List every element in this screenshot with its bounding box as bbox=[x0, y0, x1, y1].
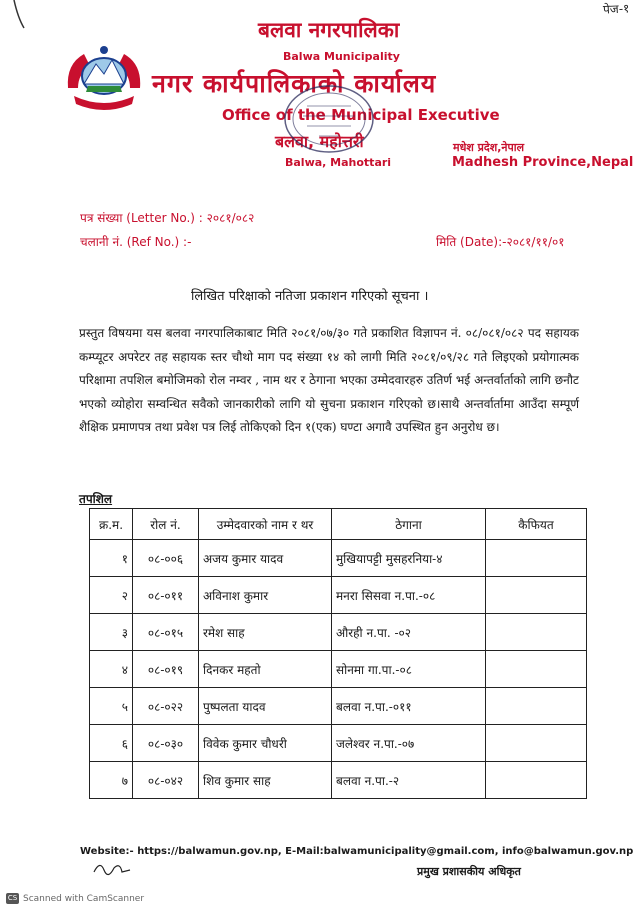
table-row bbox=[90, 614, 587, 651]
cell-remarks bbox=[486, 651, 587, 688]
cell-address: मुखियापट्टी मुसहरनिया-४ bbox=[332, 540, 486, 577]
notice-title: लिखित परिक्षाको नतिजा प्रकाशन गरिएको सूचना । bbox=[191, 289, 429, 304]
cell-serial: २ bbox=[90, 577, 133, 614]
cell-name: दिनकर महतो bbox=[199, 651, 332, 688]
cell-name: अजय कुमार यादव bbox=[199, 540, 332, 577]
header-roll: रोल नं. bbox=[133, 509, 199, 540]
notice-body: प्रस्तुत विषयमा यस बलवा नगरपालिकाबाट मिति २०८१/०७/३० गते प्रकाशित विज्ञापन नं. ०८/०८१/०८२ पद सहायक कम्प्यूटर अपरेटर तह सहायक स्तर चौथो माग पद संख्या १४ को लागी मिति २०८१/०९/२८ गते लिइएको प्रयोगात्मक परिक्षामा तपशिल बमोजिमको रोल नम्वर , नाम थर र ठेगाना भएका उम्मेदवारहरु उतिर्ण भई अन्तर्वार्ताको लागि छनौट भएको व्योहोरा सम्वन्धित सवैको जानकारीको लागि यो सुचना प्रकाशन गरिएको छ।साथै अन्तर्वार्तामा आउँदा सम्पूर्ण शैक्षिक प्रमाणपत्र तथा प्रवेश पत्र लिई तोकिएको दिन १(एक) घण्टा अगावै उपस्थित हुन अनुरोध छ। bbox=[79, 326, 579, 435]
cell-address: सोनमा गा.पा.-०८ bbox=[332, 651, 486, 688]
cell-address: बलवा न.पा.-०११ bbox=[332, 688, 486, 725]
nepal-emblem-icon bbox=[64, 44, 144, 116]
cell-name: पुष्पलता यादव bbox=[199, 688, 332, 725]
cell-roll: ०८-०४२ bbox=[133, 762, 199, 799]
office-name-english: Office of the Municipal Executive bbox=[222, 106, 500, 124]
cell-remarks bbox=[486, 688, 587, 725]
header-serial: क्र.म. bbox=[90, 509, 133, 540]
header-name: उम्मेदवारको नाम र थर bbox=[199, 509, 332, 540]
location-nepali: बलवा, महोत्तरी bbox=[275, 132, 364, 151]
cell-roll: ०८-०१९ bbox=[133, 651, 199, 688]
cell-remarks bbox=[486, 762, 587, 799]
cell-serial: ७ bbox=[90, 762, 133, 799]
results-table bbox=[89, 508, 587, 799]
scanner-text: Scanned with CamScanner bbox=[23, 893, 145, 904]
office-name-nepali: नगर कार्यपालिकाको कार्यालय bbox=[152, 69, 437, 98]
cell-remarks bbox=[486, 540, 587, 577]
cell-roll: ०८-००६ bbox=[133, 540, 199, 577]
cell-serial: ४ bbox=[90, 651, 133, 688]
letter-number: पत्र संख्या (Letter No.) : २०८१/०८२ bbox=[80, 211, 255, 225]
cell-serial: १ bbox=[90, 540, 133, 577]
scanner-watermark bbox=[6, 893, 144, 904]
cell-address: बलवा न.पा.-२ bbox=[332, 762, 486, 799]
cell-serial: ५ bbox=[90, 688, 133, 725]
cell-roll: ०८-०१५ bbox=[133, 614, 199, 651]
cell-name: रमेश साह bbox=[199, 614, 332, 651]
cell-name: अविनाश कुमार bbox=[199, 577, 332, 614]
signature-scribble bbox=[92, 858, 132, 878]
cell-serial: ३ bbox=[90, 614, 133, 651]
signature-title: प्रमुख प्रशासकीय अधिकृत bbox=[417, 865, 521, 878]
cell-roll: ०८-०११ bbox=[133, 577, 199, 614]
cell-remarks bbox=[486, 725, 587, 762]
table-row bbox=[90, 725, 587, 762]
margin-mark bbox=[8, 0, 28, 30]
cell-address: जलेश्वर न.पा.-०७ bbox=[332, 725, 486, 762]
cell-name: विवेक कुमार चौधरी bbox=[199, 725, 332, 762]
camscanner-icon: CS bbox=[7, 894, 18, 902]
table-row bbox=[90, 762, 587, 799]
cell-address: मनरा सिसवा न.पा.-०८ bbox=[332, 577, 486, 614]
table-row bbox=[90, 651, 587, 688]
header-address: ठेगाना bbox=[332, 509, 486, 540]
location-english: Balwa, Mahottari bbox=[285, 156, 392, 169]
header-remarks: कैफियत bbox=[486, 509, 587, 540]
province-english: Madhesh Province,Nepal bbox=[452, 155, 634, 170]
official-stamp bbox=[283, 84, 375, 154]
table-row bbox=[90, 688, 587, 725]
table-header-row bbox=[90, 509, 587, 540]
cell-remarks bbox=[486, 614, 587, 651]
footer-contact: Website:- https://balwamun.gov.np, E-Mail:balwamunicipality@gmail.com, info@balwamun.gov.np bbox=[80, 846, 634, 857]
cell-roll: ०८-०३० bbox=[133, 725, 199, 762]
cell-serial: ६ bbox=[90, 725, 133, 762]
cell-name: शिव कुमार साह bbox=[199, 762, 332, 799]
table-row bbox=[90, 577, 587, 614]
cell-roll: ०८-०२२ bbox=[133, 688, 199, 725]
reference-number: चलानी नं. (Ref No.) :- bbox=[80, 235, 192, 249]
cell-remarks bbox=[486, 577, 587, 614]
cell-address: औरही न.पा. -०२ bbox=[332, 614, 486, 651]
municipality-name-english: Balwa Municipality bbox=[283, 50, 400, 63]
page-number-mark: पेज-१ bbox=[602, 1, 630, 17]
municipality-name-nepali: बलवा नगरपालिका bbox=[258, 18, 400, 42]
details-heading: तपशिल bbox=[79, 492, 113, 506]
table-row bbox=[90, 540, 587, 577]
issue-date: मिति (Date):-२०८१/११/०१ bbox=[436, 235, 565, 249]
province-nepali: मधेश प्रदेश,नेपाल bbox=[453, 141, 525, 154]
